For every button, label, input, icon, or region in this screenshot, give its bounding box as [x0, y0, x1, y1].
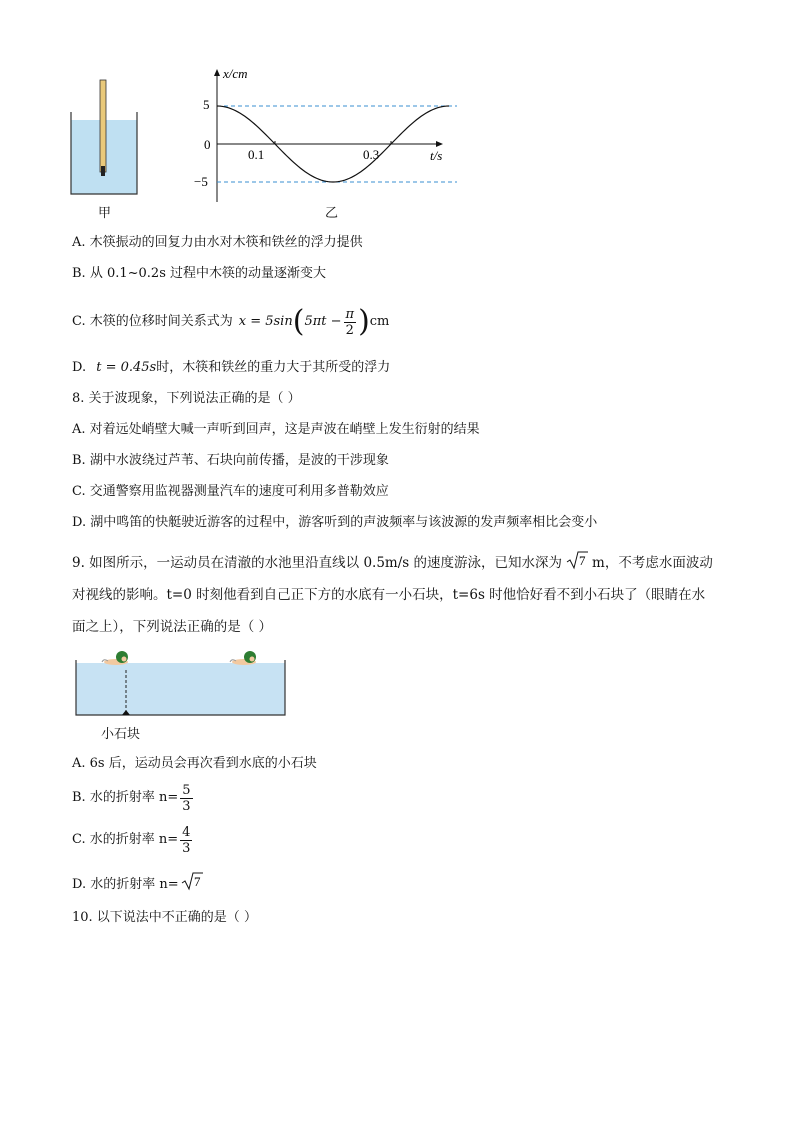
q7-c-frac-num: π	[345, 306, 355, 322]
q7-option-c-lhs: x = 5sin	[238, 314, 293, 329]
q9-option-a: A. 6s 后，运动员会再次看到水底的小石块	[72, 756, 317, 771]
x-axis-label: t/s	[430, 148, 443, 163]
q10-stem: 10. 以下说法中不正确的是（ ）	[72, 910, 257, 925]
q7-option-c-fraction	[344, 307, 357, 338]
tick-label-0.3: 0.3	[363, 147, 380, 162]
swimmer-icon-left	[102, 651, 128, 665]
tick-label-neg5: −5	[194, 174, 208, 189]
q7-option-c-unit: cm	[369, 314, 390, 329]
q9-b-num: 5	[182, 782, 191, 798]
q9-option-b	[72, 780, 195, 816]
q9-stem-line-2: 对视线的影响。t=0 时刻他看到自己正下方的水底有一小石块，t=6s 时他恰好看不到小石块了（眼睛在水	[72, 587, 706, 603]
q9-option-d	[72, 871, 203, 898]
q9-option-c	[72, 822, 194, 858]
q7-option-d-prefix: D.	[72, 360, 87, 375]
q9-option-d-prefix: D. 水的折射率 n=	[72, 876, 179, 892]
q9-d-sqrt-value: 7	[193, 874, 201, 889]
swimmer-icon-right	[230, 651, 256, 665]
q9-option-c-prefix: C. 水的折射率 n=	[72, 832, 179, 847]
q8-option-a: A. 对着远处峭壁大喊一声听到回声，这是声波在峭壁上发生衍射的结果	[72, 422, 480, 437]
q7-option-d	[72, 358, 390, 378]
q7-option-c	[72, 304, 389, 340]
q9-stem-1a: 9. 如图所示，一运动员在清澈的水池里沿直线以 0.5m/s 的速度游泳，已知水深为	[72, 555, 563, 571]
y-axis-label: x/cm	[223, 66, 248, 81]
q7-option-d-text: 时，木筷和铁丝的重力大于其所受的浮力	[156, 360, 391, 375]
sqrt-7-symbol	[566, 550, 588, 576]
q7-option-b: B. 从 0.1~0.2s 过程中木筷的动量逐渐变大	[72, 266, 326, 281]
paren-left: (	[292, 304, 305, 339]
stone-label: 小石块	[101, 727, 141, 742]
q9-pool-figure	[72, 648, 290, 720]
sqrt-7-symbol-option-d	[181, 871, 203, 898]
paren-right: )	[358, 304, 370, 339]
q9-c-num: 4	[182, 824, 191, 840]
figure-jia-beaker	[68, 72, 144, 197]
q7-option-d-var: t = 0.45s	[96, 360, 157, 375]
q7-option-c-prefix: C. 木筷的位移时间关系式为	[72, 314, 233, 329]
q9-stem-line-1	[72, 550, 713, 576]
q8-option-c: C. 交通警察用监视器测量汽车的速度可利用多普勒效应	[72, 484, 389, 499]
figure-yi-graph	[190, 64, 460, 206]
q8-stem: 8. 关于波现象，下列说法正确的是（ ）	[72, 391, 301, 406]
figure-yi-label: 乙	[325, 206, 339, 221]
q9-option-c-fraction	[180, 825, 192, 856]
q9-stem-line-3: 面之上），下列说法正确的是（ ）	[72, 619, 273, 635]
q9-option-b-fraction	[180, 783, 192, 814]
tick-label-0: 0	[204, 137, 211, 152]
q8-option-d: D. 湖中鸣笛的快艇驶近游客的过程中，游客听到的声波频率与该波源的发声频率相比会变小	[72, 515, 598, 530]
q7-c-frac-den: 2	[345, 322, 354, 338]
q7-option-a: A. 木筷振动的回复力由水对木筷和铁丝的浮力提供	[72, 235, 363, 250]
q9-c-den: 3	[182, 840, 191, 856]
q8-option-b: B. 湖中水波绕过芦苇、石块向前传播，是波的干涉现象	[72, 453, 389, 468]
tick-label-0.1: 0.1	[248, 147, 265, 162]
q7-option-c-inner: 5πt −	[304, 314, 342, 329]
q9-option-b-prefix: B. 水的折射率 n=	[72, 790, 179, 805]
tick-label-5: 5	[203, 97, 210, 112]
q9-sqrt-value: 7	[579, 553, 586, 568]
figure-jia-label: 甲	[98, 206, 112, 221]
q9-stem-1b: m，不考虑水面波动	[592, 555, 713, 571]
q9-b-den: 3	[182, 798, 191, 814]
